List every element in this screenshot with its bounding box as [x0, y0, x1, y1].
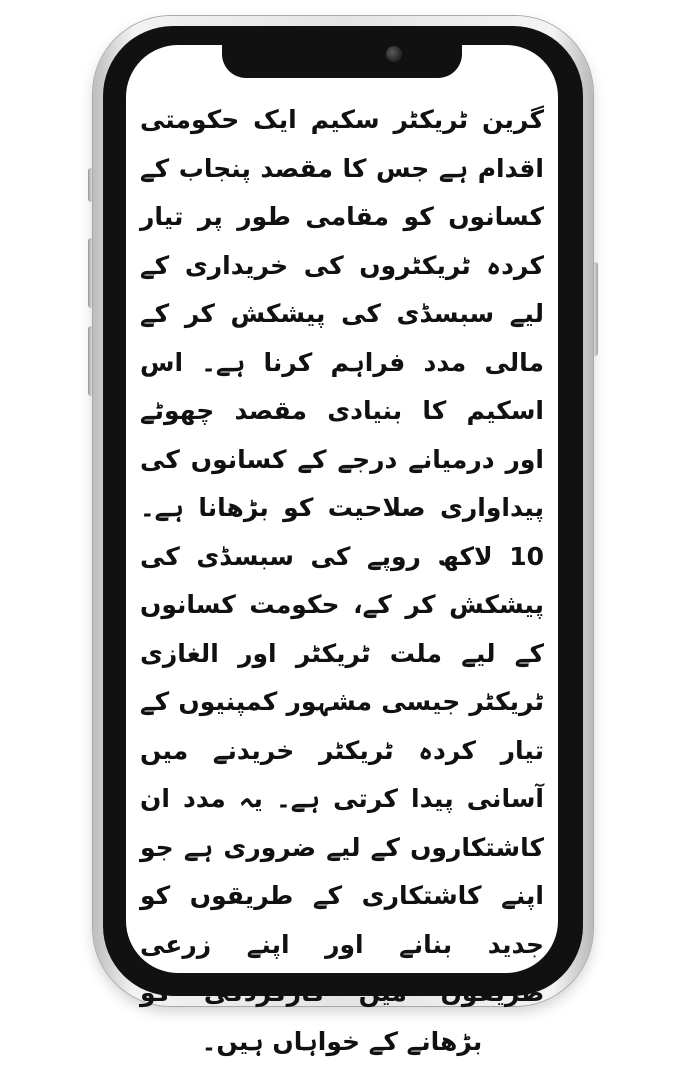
camera-icon: [386, 46, 402, 62]
phone-notch: [222, 38, 462, 78]
article-text: گرین ٹریکٹر سکیم ایک حکومتی اقدام ہے جس کا مقصد پنجاب کے کسانوں کو مقامی طور پر تیار کردہ ٹریکٹروں کی خریداری کے لیے سبسڈی کی پیشکش کر کے مالی مدد فراہم کرنا ہے۔ اس اسکیم کا بنیادی مقصد چھوٹے اور درمیانے درجے کے کسانوں کی پیداواری صلاحیت کو بڑھانا ہے۔ 10 لاکھ روپے کی سبسڈی کی پیشکش کر کے، حکومت کسانوں کے لیے ملت ٹریکٹر اور الغازی ٹریکٹر جیسی مشہور کمپنیوں کے تیار کردہ ٹریکٹر خریدنے میں آسانی پیدا کرتی ہے۔ یہ مدد ان کاشتکاروں کے لیے ضروری ہے جو اپنے کاشتکاری کے طریقوں کو جدید بنانے اور اپنے زرعی طریقوں میں کارکردگی کو بڑھانے کے خواہاں ہیں۔: [140, 105, 544, 1056]
